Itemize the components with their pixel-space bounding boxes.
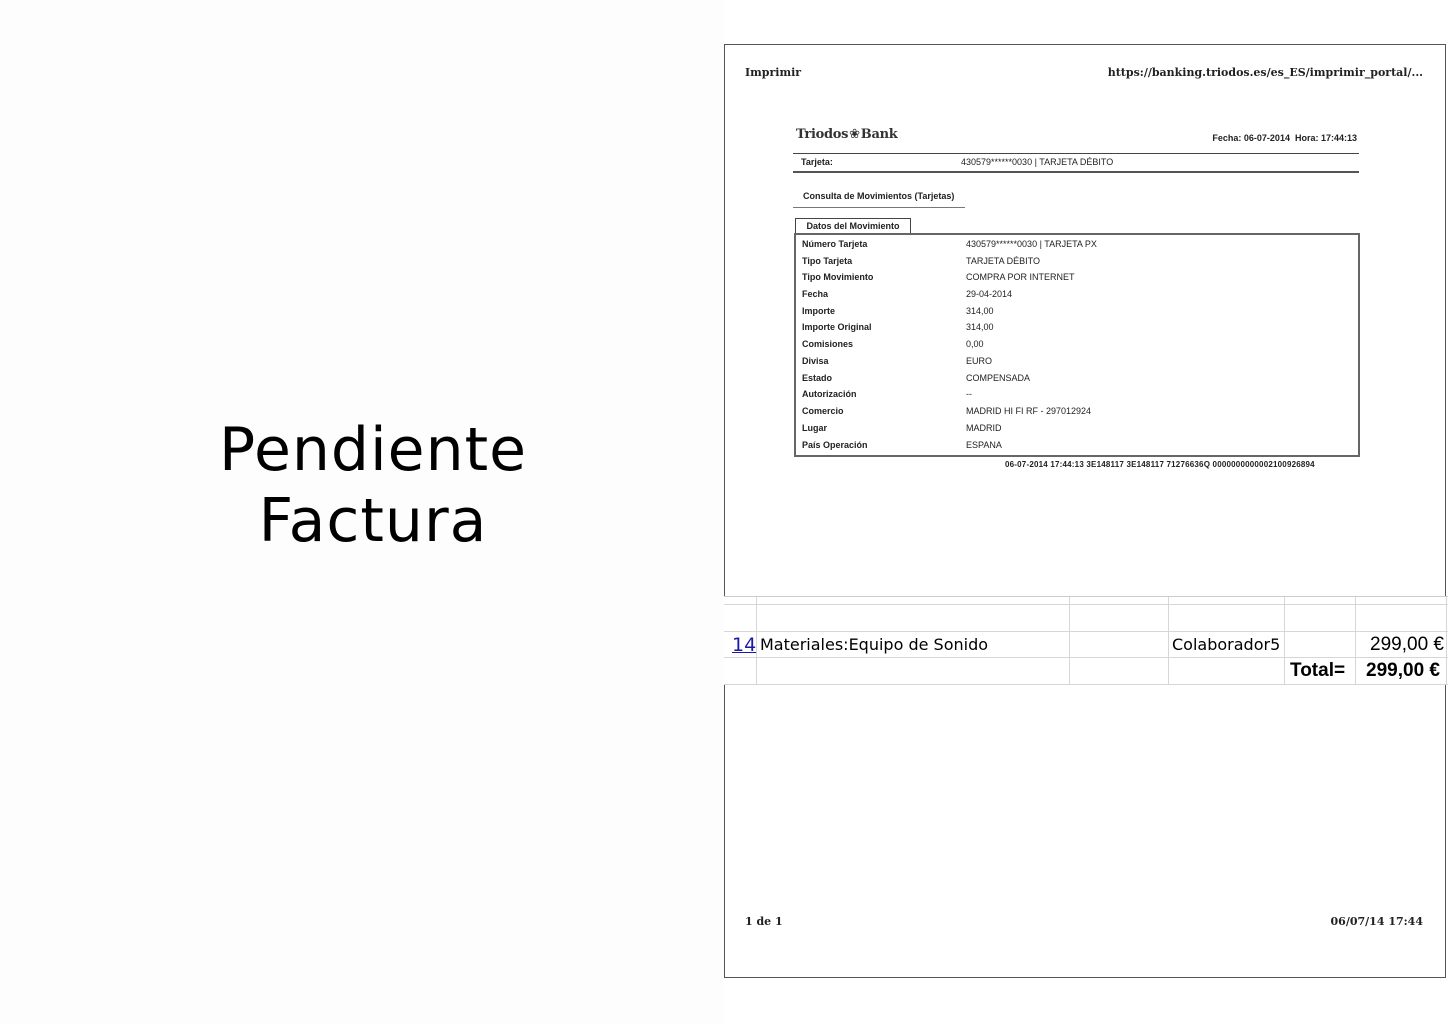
detail-value: TARJETA DÉBITO — [966, 256, 1041, 266]
print-time-label: Hora: 17:44:13 — [1294, 133, 1357, 143]
detail-key: País Operación — [802, 440, 868, 450]
sheet-gridline — [1168, 597, 1169, 685]
expense-id-link[interactable]: 14 — [732, 634, 757, 656]
detail-value: -- — [966, 389, 972, 399]
card-label: Tarjeta: — [801, 157, 833, 167]
detail-key: Importe — [802, 306, 836, 316]
expense-amount: 299,00 € — [1370, 634, 1444, 655]
bank-logo-name-suffix: Bank — [860, 127, 898, 142]
detail-key: Importe Original — [802, 322, 872, 332]
detail-key: Estado — [802, 373, 833, 383]
detail-key: Fecha — [802, 289, 829, 299]
pending-note-line1: Pendiente — [218, 415, 528, 485]
bank-logo-name: Triodos — [796, 127, 849, 142]
sheet-gridline — [1446, 597, 1447, 685]
detail-value: 430579******0030 | TARJETA PX — [966, 239, 1097, 249]
section-divider — [793, 207, 965, 208]
expense-person: Colaborador5 — [1172, 635, 1281, 654]
detail-value: 314,00 — [966, 306, 994, 316]
section-title: Consulta de Movimientos (Tarjetas) — [803, 191, 955, 201]
detail-key: Divisa — [802, 356, 829, 366]
total-value: 299,00 € — [1366, 660, 1440, 681]
expense-concept: Materiales:Equipo de Sonido — [760, 635, 989, 654]
detail-value: 0,00 — [966, 339, 984, 349]
transaction-codes: 06-07-2014 17:44:13 3E148117 3E148117 71276636Q 0000000000002100926894 — [1005, 460, 1315, 469]
sheet-gridline — [1284, 597, 1285, 685]
detail-value: EURO — [966, 356, 993, 366]
detail-value: 29-04-2014 — [966, 289, 1013, 299]
sheet-gridline — [724, 631, 1448, 632]
detail-value: ESPANA — [966, 440, 1002, 450]
bank-print-page — [724, 44, 1446, 978]
detail-value: COMPRA POR INTERNET — [966, 272, 1075, 282]
bank-logo-icon: ❀ — [849, 127, 860, 142]
sheet-gridline — [724, 604, 1448, 605]
movement-details — [794, 233, 1360, 457]
sheet-gridline — [1069, 597, 1070, 685]
card-row — [793, 153, 1359, 173]
total-label: Total= — [1290, 660, 1346, 681]
detail-key: Número Tarjeta — [802, 239, 868, 249]
print-header-url: https://banking.triodos.es/es_ES/imprimir_portal/... — [1107, 66, 1423, 79]
detail-value: MADRID — [966, 423, 1002, 433]
page-number: 1 de 1 — [745, 915, 783, 928]
detail-value: COMPENSADA — [966, 373, 1031, 383]
detail-value: MADRID HI FI RF - 297012924 — [966, 406, 1092, 416]
sheet-gridline — [724, 684, 1448, 685]
tab-datos-movimiento: Datos del Movimiento — [795, 218, 911, 234]
card-value: 430579******0030 | TARJETA DÉBITO — [961, 157, 1114, 167]
expense-sheet — [724, 596, 1448, 685]
print-footer-date: 06/07/14 17:44 — [1330, 915, 1423, 928]
detail-key: Tipo Tarjeta — [802, 256, 853, 266]
sheet-gridline — [724, 657, 1448, 658]
detail-key: Autorización — [802, 389, 857, 399]
pending-note-line2: Factura — [258, 486, 488, 556]
sheet-gridline — [1355, 597, 1356, 685]
detail-key: Lugar — [802, 423, 828, 433]
print-date-label: Fecha: 06-07-2014 — [1212, 133, 1290, 143]
detail-key: Comercio — [802, 406, 844, 416]
print-header-title: Imprimir — [745, 66, 802, 79]
detail-key: Tipo Movimiento — [802, 272, 874, 282]
print-datetime — [1212, 133, 1357, 143]
detail-value: 314,00 — [966, 322, 994, 332]
detail-key: Comisiones — [802, 339, 854, 349]
bank-logo — [796, 127, 897, 142]
